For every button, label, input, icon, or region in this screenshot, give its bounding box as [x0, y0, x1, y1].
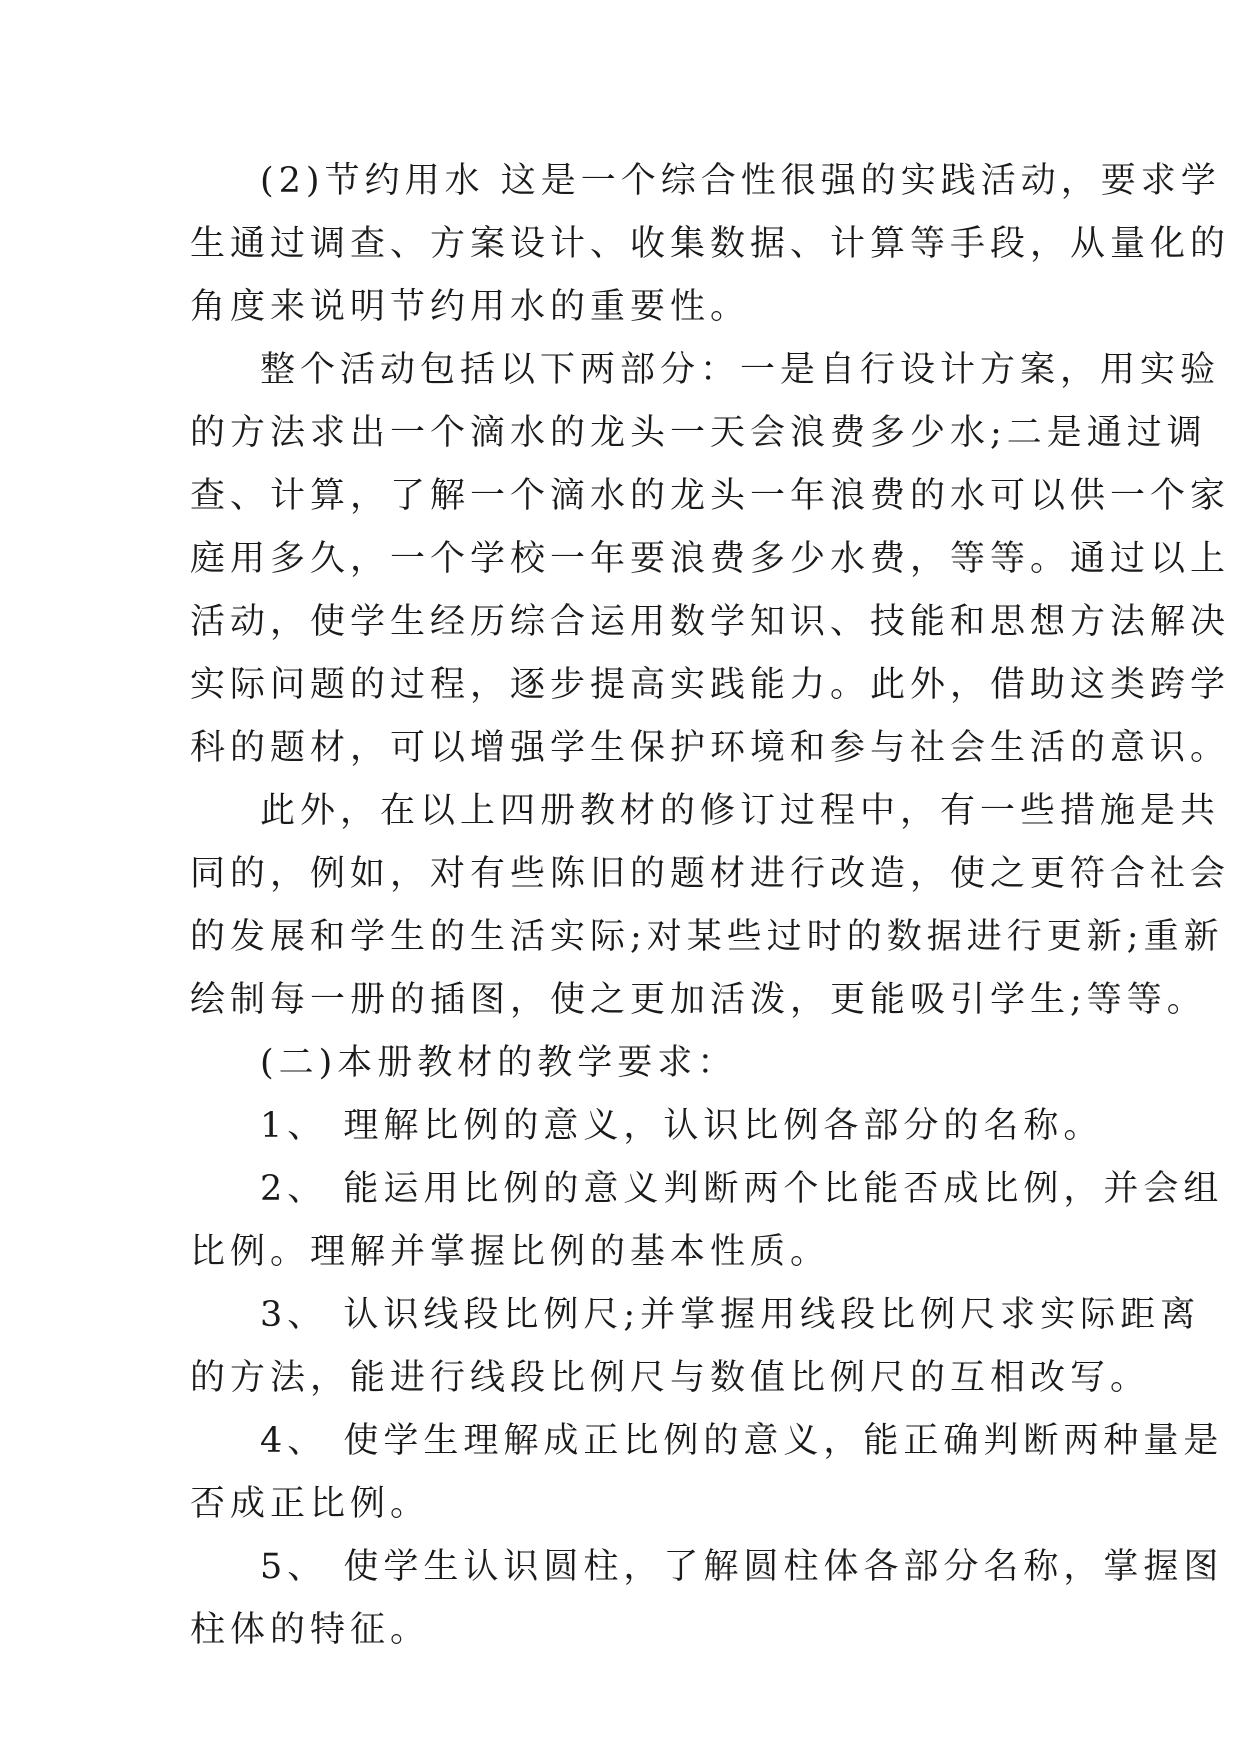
paragraph-line: 庭用多久，一个学校一年要浪费多少水费，等等。通过以上 [190, 539, 1231, 579]
section-heading: (二)本册教材的教学要求： [260, 1043, 738, 1083]
paragraph-line: 生通过调查、方案设计、收集数据、计算等手段，从量化的 [190, 224, 1231, 264]
paragraph-line: (2)节约用水 这是一个综合性很强的实践活动，要求学 [260, 161, 1221, 201]
list-item: 5、 使学生认识圆柱，了解圆柱体各部分名称，掌握图 [260, 1547, 1224, 1587]
paragraph-line: 此外，在以上四册教材的修订过程中，有一些措施是共 [260, 791, 1221, 831]
list-item-continuation: 否成正比例。 [190, 1484, 431, 1524]
paragraph-line: 查、计算，了解一个滴水的龙头一年浪费的水可以供一个家 [190, 476, 1231, 516]
paragraph-line: 实际问题的过程，逐步提高实践能力。此外，借助这类跨学 [190, 665, 1231, 705]
list-item: 3、 认识线段比例尺;并掌握用线段比例尺求实际距离 [260, 1295, 1201, 1335]
list-item-continuation: 的方法，能进行线段比例尺与数值比例尺的互相改写。 [190, 1358, 1151, 1398]
paragraph-line: 活动，使学生经历综合运用数学知识、技能和思想方法解决 [190, 602, 1231, 642]
paragraph-line: 绘制每一册的插图，使之更加活泼，更能吸引学生;等等。 [190, 980, 1207, 1020]
paragraph-line: 科的题材，可以增强学生保护环境和参与社会生活的意识。 [190, 728, 1231, 768]
document-body [190, 150, 1231, 1662]
list-item: 1、 理解比例的意义，认识比例各部分的名称。 [260, 1106, 1104, 1146]
paragraph-line: 整个活动包括以下两部分：一是自行设计方案，用实验 [260, 350, 1221, 390]
paragraph-line: 的发展和学生的生活实际;对某些过时的数据进行更新;重新 [190, 917, 1224, 957]
paragraph-line: 的方法求出一个滴水的龙头一天会浪费多少水;二是通过调 [190, 413, 1207, 453]
list-item-continuation: 比例。理解并掌握比例的基本性质。 [190, 1232, 831, 1272]
list-item: 2、 能运用比例的意义判断两个比能否成比例，并会组 [260, 1169, 1224, 1209]
list-item: 4、 使学生理解成正比例的意义，能正确判断两种量是 [260, 1421, 1224, 1461]
paragraph-line: 同的，例如，对有些陈旧的题材进行改造，使之更符合社会 [190, 854, 1231, 894]
list-item-continuation: 柱体的特征。 [190, 1610, 431, 1650]
paragraph-line: 角度来说明节约用水的重要性。 [190, 287, 751, 327]
